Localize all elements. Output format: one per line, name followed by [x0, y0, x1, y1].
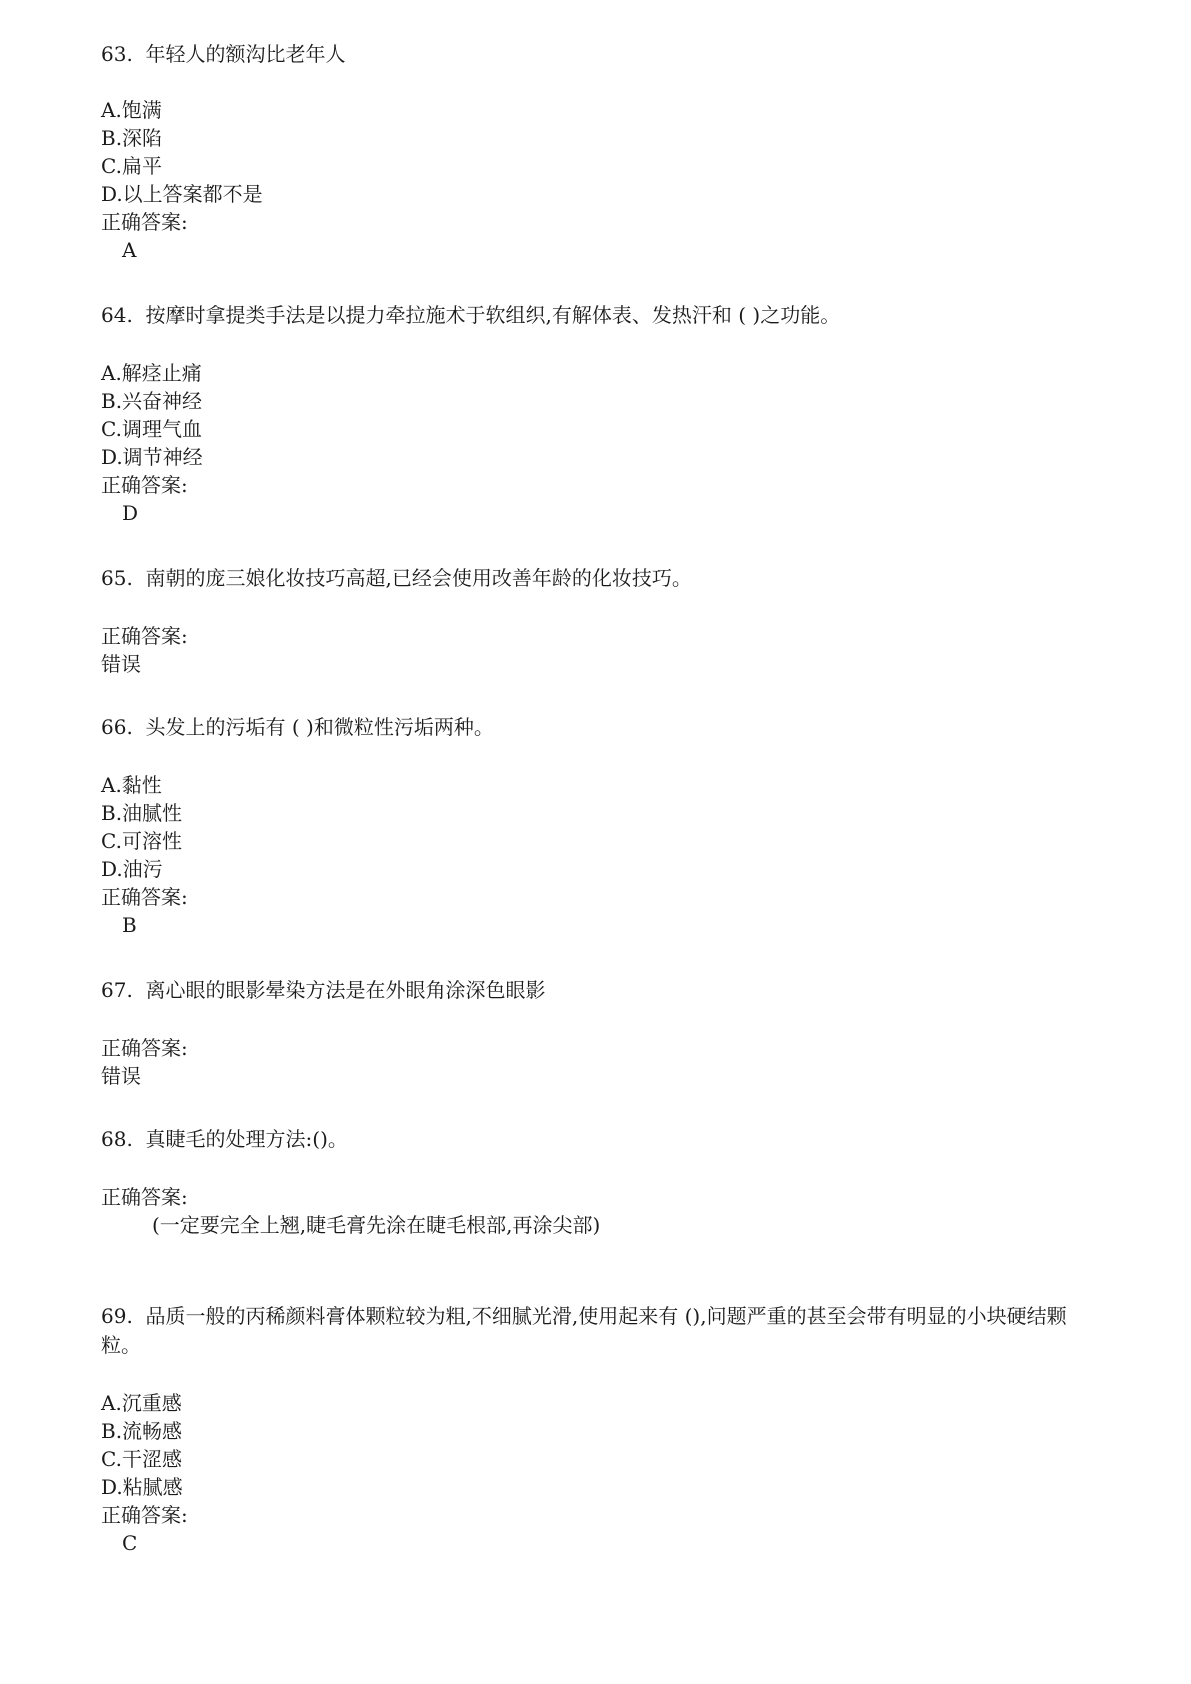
question-68-answer: (一定要完全上翘,睫毛膏先涂在睫毛根部,再涂尖部) [152, 1213, 601, 1237]
question-text: 真睫毛的处理方法:()。 [145, 1127, 348, 1151]
question-66-option-a: A.黏性 [101, 773, 162, 797]
question-63-option-c: C.扁平 [101, 154, 162, 178]
question-67-answer: 错误 [101, 1064, 141, 1088]
question-64-option-d: D.调节神经 [101, 445, 203, 469]
question-number: 63. [101, 42, 133, 66]
question-65-stem [101, 564, 692, 592]
question-64-option-c: C.调理气血 [101, 417, 202, 441]
question-63-stem [101, 40, 346, 68]
question-number: 64. [101, 303, 133, 327]
question-text: 品质一般的丙稀颜料膏体颗粒较为粗,不细腻光滑,使用起来有 (),问题严重的甚至会带有明显的小块硬结颗粒。 [101, 1304, 1067, 1357]
question-number: 69. [101, 1304, 133, 1328]
question-64-stem [101, 301, 840, 329]
question-66-option-b: B.油腻性 [101, 801, 183, 825]
question-64-option-b: B.兴奋神经 [101, 389, 203, 413]
answer-label: 正确答案: [101, 624, 188, 648]
question-69-option-d: D.粘腻感 [101, 1475, 183, 1499]
question-63-option-a: A.饱满 [101, 98, 162, 122]
question-number: 65. [101, 566, 133, 590]
answer-label: 正确答案: [101, 1503, 188, 1527]
question-63-option-b: B.深陷 [101, 126, 163, 150]
question-text: 按摩时拿提类手法是以提力牵拉施术于软组织,有解体表、发热汗和 ( )之功能。 [145, 303, 841, 327]
question-text: 南朝的庞三娘化妆技巧高超,已经会使用改善年龄的化妆技巧。 [145, 566, 692, 590]
question-66-option-d: D.油污 [101, 857, 163, 881]
answer-label: 正确答案: [101, 473, 188, 497]
question-text: 年轻人的额沟比老年人 [145, 42, 346, 66]
question-66-answer: B [122, 913, 137, 937]
question-65-answer: 错误 [101, 652, 141, 676]
question-63-option-d: D.以上答案都不是 [101, 182, 263, 206]
answer-label: 正确答案: [101, 1185, 188, 1209]
question-69-answer: C [122, 1531, 138, 1555]
question-69-option-a: A.沉重感 [101, 1391, 182, 1415]
question-number: 68. [101, 1127, 133, 1151]
question-64-option-a: A.解痉止痛 [101, 361, 202, 385]
answer-label: 正确答案: [101, 1036, 188, 1060]
question-68-stem [101, 1125, 348, 1153]
question-63-answer: A [122, 238, 137, 262]
question-69-stem [101, 1302, 1091, 1360]
question-number: 66. [101, 715, 133, 739]
question-66-stem [101, 713, 494, 741]
question-text: 离心眼的眼影晕染方法是在外眼角涂深色眼影 [145, 978, 546, 1002]
question-67-stem [101, 976, 546, 1004]
question-69-option-c: C.干涩感 [101, 1447, 182, 1471]
question-66-option-c: C.可溶性 [101, 829, 182, 853]
answer-label: 正确答案: [101, 210, 188, 234]
question-text: 头发上的污垢有 ( )和微粒性污垢两种。 [145, 715, 494, 739]
question-number: 67. [101, 978, 133, 1002]
answer-label: 正确答案: [101, 885, 188, 909]
question-69-option-b: B.流畅感 [101, 1419, 183, 1443]
question-64-answer: D [122, 501, 139, 525]
